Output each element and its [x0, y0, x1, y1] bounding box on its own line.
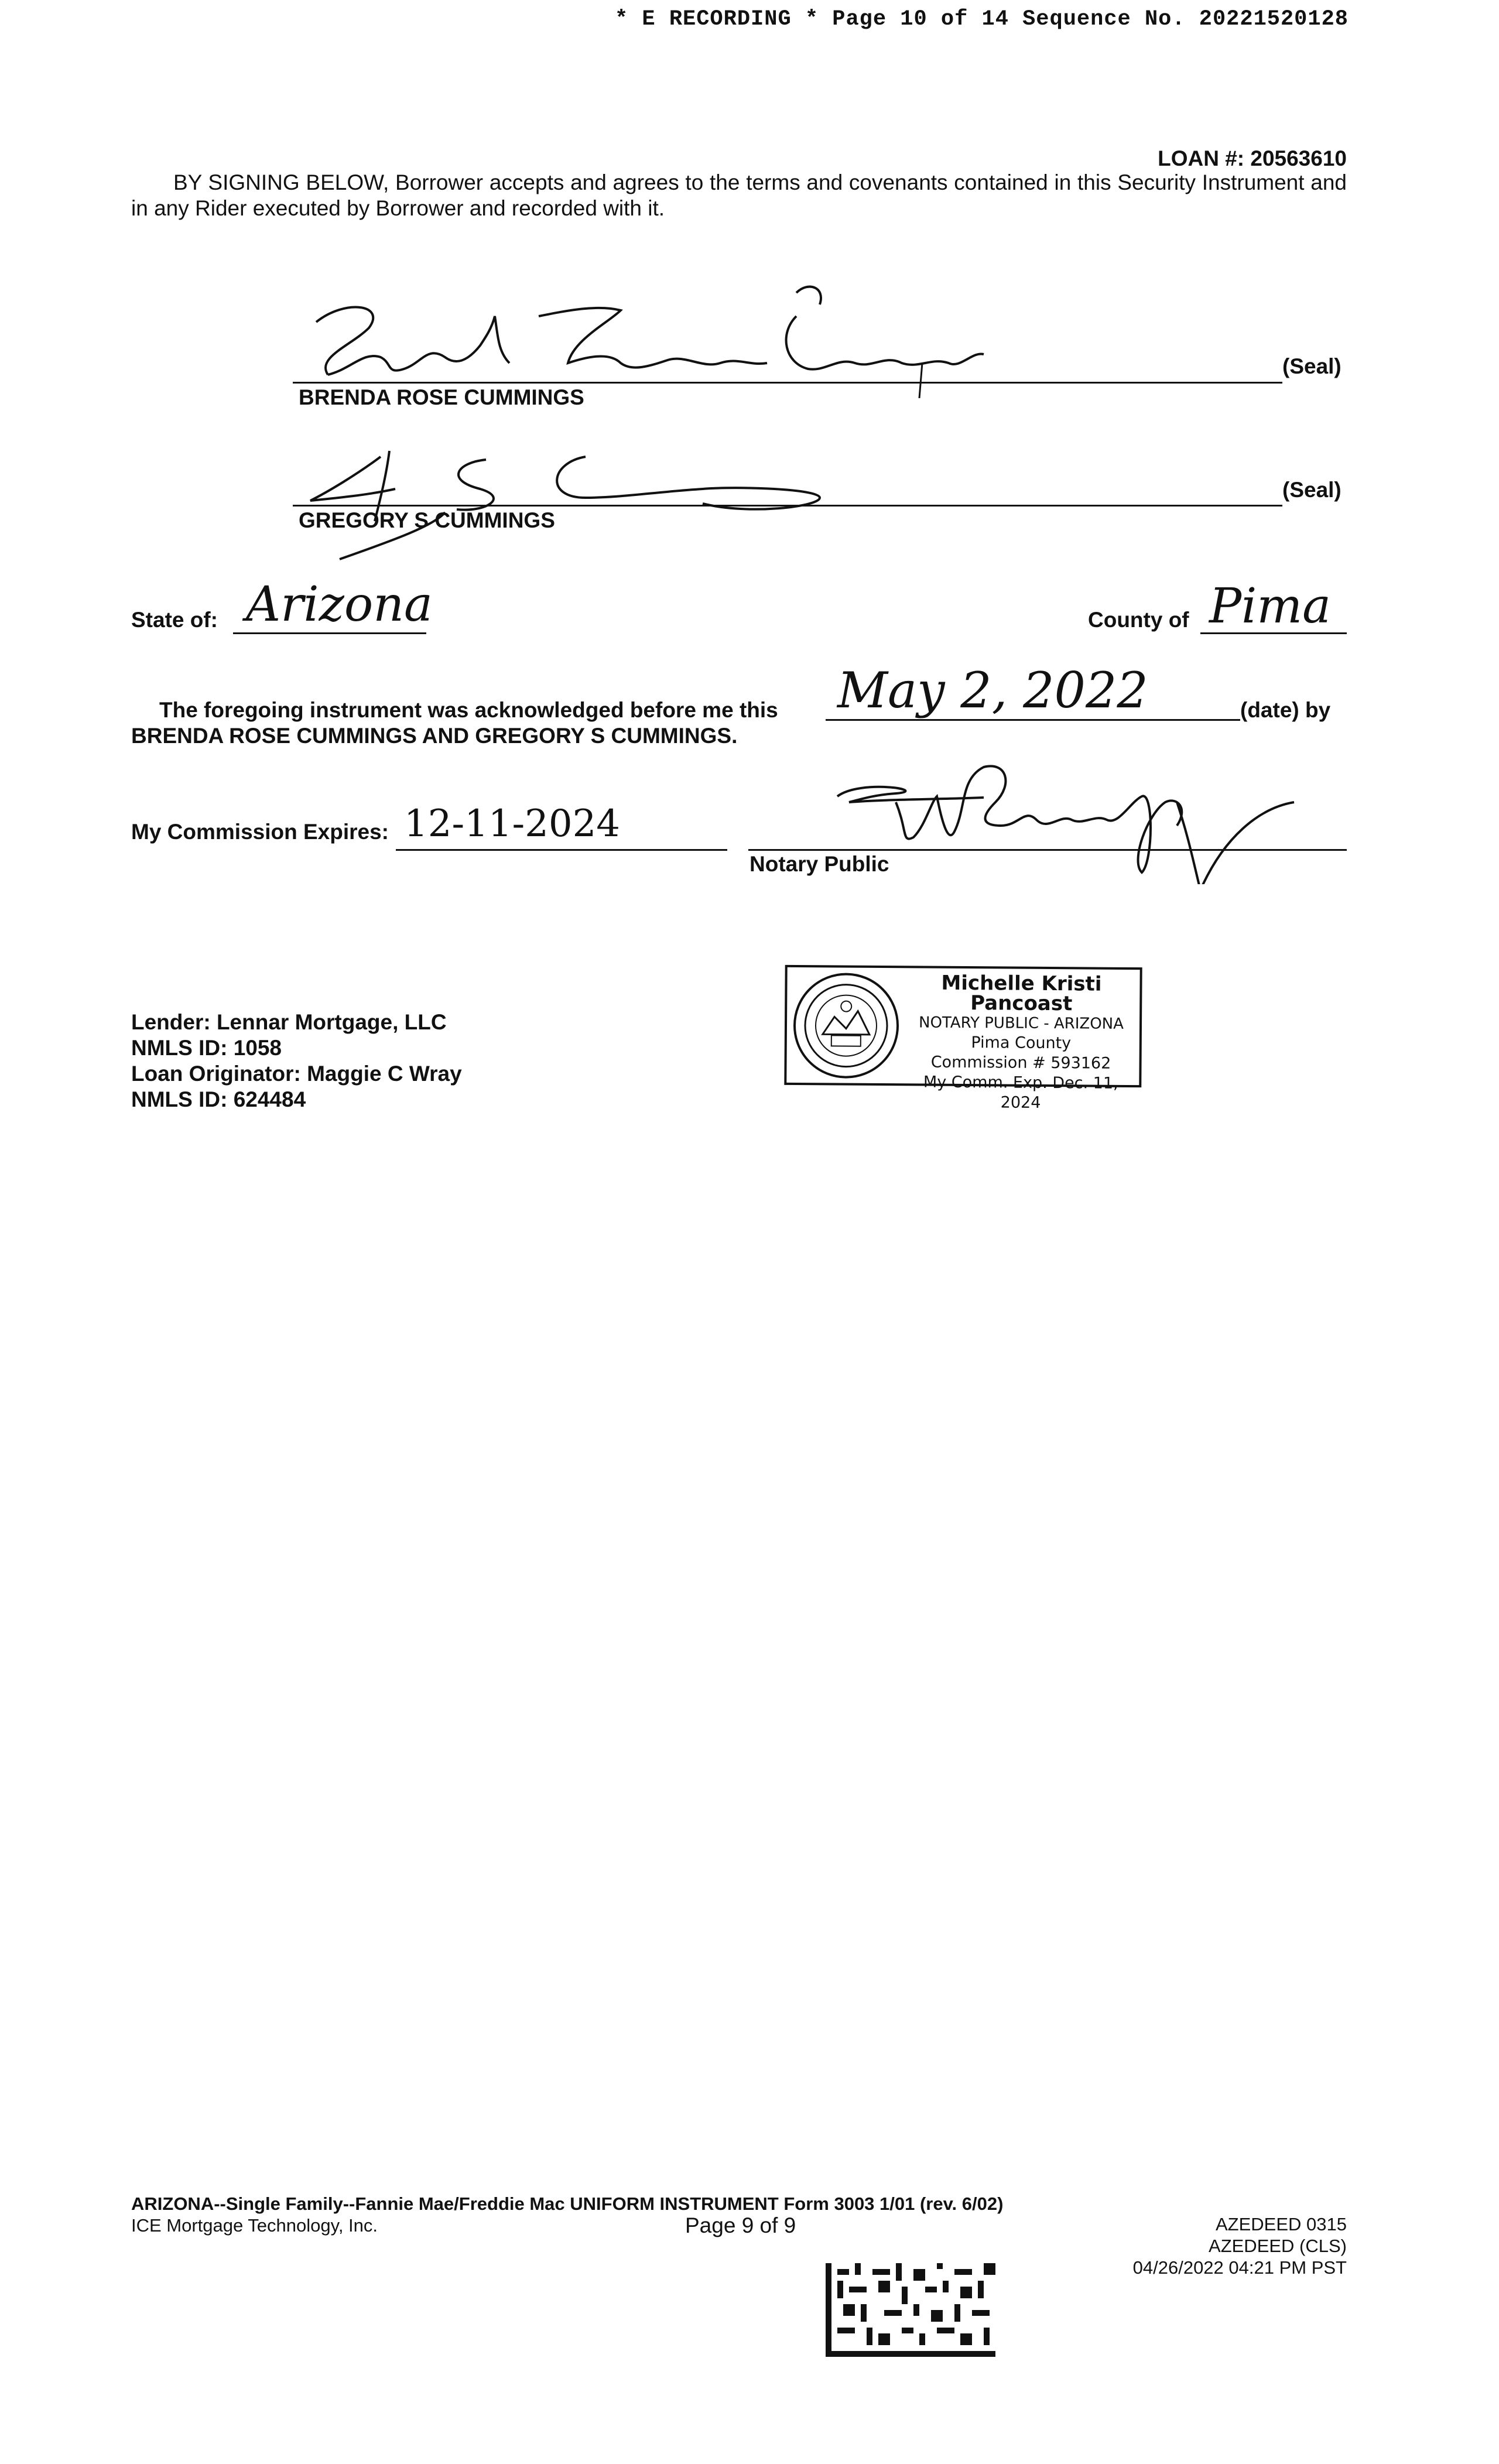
- arizona-state-seal: [790, 970, 902, 1082]
- loan-originator: Loan Originator: Maggie C Wray: [131, 1062, 462, 1086]
- footer-left: [131, 2193, 1003, 2236]
- lender-info: [131, 1009, 462, 1113]
- borrower-1-name: BRENDA ROSE CUMMINGS: [299, 385, 584, 409]
- stamp-text: [903, 973, 1139, 1114]
- intro-paragraph: [131, 170, 1347, 221]
- state-line: [233, 632, 426, 634]
- notary-stamp: [784, 965, 1142, 1112]
- intro-text: BY SIGNING BELOW, Borrower accepts and agrees to the terms and covenants contained in this Security Instrument and in any Rider executed by Borrower and recorded with it.: [131, 170, 1347, 220]
- ack-text-before: The foregoing instrument was acknowledged before me this: [159, 698, 778, 722]
- stamp-county: Pima County: [971, 1033, 1072, 1053]
- loan-label: LOAN #:: [1158, 146, 1245, 170]
- county-line: [1200, 632, 1347, 634]
- borrower-2-signature: [293, 433, 878, 580]
- county-value: Pima: [1209, 579, 1332, 634]
- footer-right: [1133, 2213, 1347, 2278]
- barcode-icon: [826, 2263, 995, 2357]
- page-number: Page 9 of 9: [685, 2213, 796, 2237]
- stamp-title: NOTARY PUBLIC - ARIZONA: [918, 1014, 1124, 1033]
- borrower-1-signature: [293, 281, 995, 398]
- ack-date: May 2, 2022: [837, 662, 1148, 719]
- footer-code-2: AZEDEED (CLS): [1209, 2236, 1347, 2256]
- commission-line: [396, 849, 727, 851]
- commission-label: My Commission Expires:: [131, 820, 389, 844]
- signature-block-2: [293, 433, 1347, 586]
- loan-number: [1158, 146, 1347, 171]
- ack-text-after: (date) by: [1240, 698, 1331, 722]
- company-name: ICE Mortgage Technology, Inc.: [131, 2215, 378, 2236]
- recording-header: * E RECORDING * Page 10 of 14 Sequence No. 20221520128: [615, 7, 1349, 32]
- loan-value: 20563610: [1250, 146, 1347, 170]
- footer-code-1: AZEDEED 0315: [1216, 2214, 1347, 2234]
- ack-names: BRENDA ROSE CUMMINGS AND GREGORY S CUMMINGS.: [131, 724, 738, 748]
- state-label: State of:: [131, 608, 218, 632]
- signature-line-1: [293, 382, 1282, 384]
- ack-date-line: [826, 719, 1240, 721]
- borrower-2-seal: (Seal): [1282, 478, 1341, 502]
- borrower-1-seal: (Seal): [1282, 354, 1341, 378]
- originator-nmls: NMLS ID: 624484: [131, 1087, 306, 1111]
- borrower-2-name: GREGORY S CUMMINGS: [299, 508, 555, 532]
- signature-line-2: [293, 505, 1282, 507]
- notary-public-label: Notary Public: [750, 852, 889, 876]
- stamp-notary-name: Michelle Kristi Pancoast: [941, 971, 1102, 1016]
- stamp-commission: Commission # 593162: [930, 1053, 1111, 1073]
- county-label: County of: [1088, 608, 1189, 632]
- state-value: Arizona: [246, 577, 433, 632]
- form-title: ARIZONA--Single Family--Fannie Mae/Freddie Mac UNIFORM INSTRUMENT Form 3003 1/01 (rev. 6/02): [131, 2193, 1004, 2214]
- signature-block-1: [293, 281, 1347, 416]
- commission-value: 12-11-2024: [404, 802, 620, 846]
- lender-name: Lender: Lennar Mortgage, LLC: [131, 1010, 447, 1034]
- footer-timestamp: 04/26/2022 04:21 PM PST: [1132, 2257, 1347, 2278]
- stamp-expiry: My Comm. Exp. Dec. 11, 2024: [923, 1073, 1118, 1112]
- notary-line: [748, 849, 1347, 851]
- lender-nmls: NMLS ID: 1058: [131, 1036, 282, 1060]
